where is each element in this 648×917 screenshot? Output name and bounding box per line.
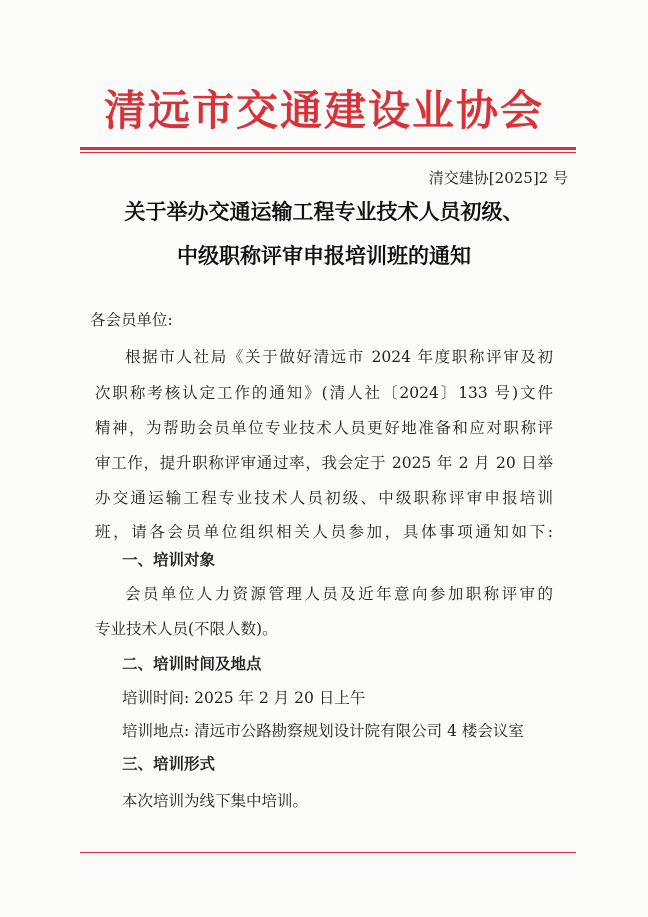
training-location: 培训地点: 清远市公路勘察规划设计院有限公司 4 楼会议室 — [122, 722, 524, 740]
section2-heading: 二、培训时间及地点 — [122, 654, 262, 673]
paragraph1-line: 班，请各会员单位组织相关人员参加，具体事项通知如下: — [95, 523, 553, 541]
footer-rule — [80, 852, 576, 853]
section3-heading: 三、培训形式 — [122, 754, 216, 773]
notice-title-line1: 关于举办交通运输工程专业技术人员初级、 — [124, 199, 524, 224]
header-rule-thick — [80, 147, 576, 150]
organization-header: 清远市交通建设业协会 — [103, 86, 544, 135]
section1-text-line: 专业技术人员(不限人数)。 — [95, 620, 278, 638]
training-time: 培训时间: 2025 年 2 月 20 日上午 — [122, 689, 366, 707]
document-number: 清交建协[2025]2 号 — [428, 169, 568, 187]
paragraph1-line: 根据市人社局《关于做好清远市 2024 年度职称评审及初 — [125, 348, 553, 366]
section3-text: 本次培训为线下集中培训。 — [122, 792, 309, 810]
section1-heading: 一、培训对象 — [122, 550, 216, 569]
paragraph1-line: 审工作，提升职称评审通过率，我会定于 2025 年 2 月 20 日举 — [95, 454, 553, 472]
salutation: 各会员单位: — [90, 311, 173, 329]
section1-text-line: 会员单位人力资源管理人员及近年意向参加职称评审的 — [125, 585, 553, 603]
header-rule-thin — [80, 152, 576, 153]
paragraph1-line: 办交通运输工程专业技术人员初级、中级职称评审申报培训 — [95, 489, 553, 507]
paragraph1-line: 次职称考核认定工作的通知》(清人社〔2024〕133 号)文件 — [95, 384, 553, 402]
notice-title-line2: 中级职称评审申报培训班的通知 — [177, 243, 471, 268]
paragraph1-line: 精神，为帮助会员单位专业技术人员更好地准备和应对职称评 — [95, 419, 553, 437]
